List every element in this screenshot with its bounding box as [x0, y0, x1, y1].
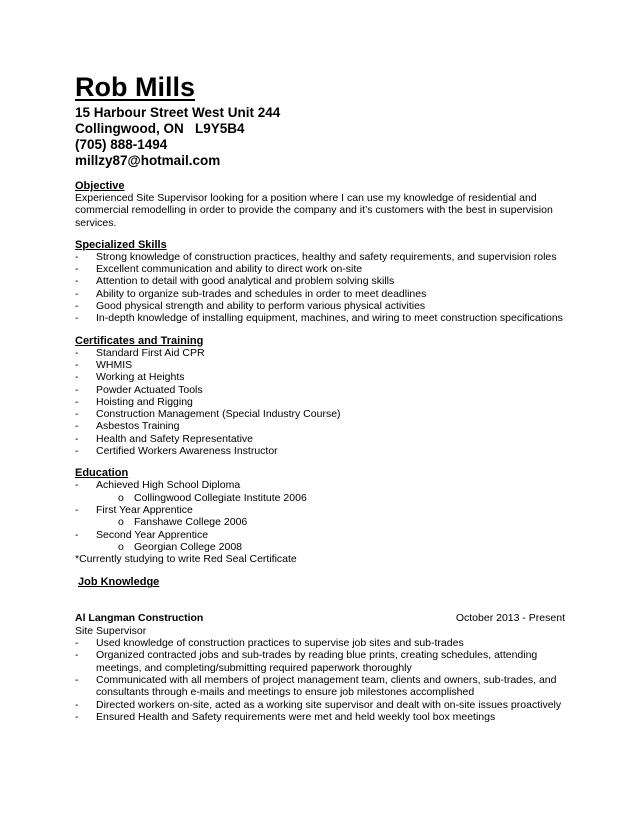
city-line: Collingwood, ON L9Y5B4 — [75, 121, 245, 136]
list-item: - Good physical strength and ability to perform various physical activities — [75, 300, 426, 313]
list-item: - Certified Workers Awareness Instructor — [75, 445, 278, 458]
list-item: o Georgian College 2008 — [118, 540, 242, 553]
education-list — [75, 479, 565, 491]
resume-page — [75, 72, 565, 723]
job-header — [75, 612, 565, 624]
skills-heading: Specialized Skills — [75, 238, 167, 251]
list-item: - Strong knowledge of construction practices, healthy and safety requirements, and supervision roles — [75, 250, 557, 263]
education-note: *Currently studying to write Red Seal Certificate — [75, 553, 297, 566]
job-employer: Al Langman Construction — [75, 612, 204, 625]
resume-header — [75, 72, 565, 169]
job-title: Site Supervisor — [75, 624, 147, 637]
education-sublist — [75, 492, 565, 504]
certificates-list — [75, 347, 565, 458]
list-item: - Hoisting and Rigging — [75, 395, 193, 408]
list-item: - Achieved High School Diploma — [75, 479, 241, 492]
certificates-heading: Certificates and Training — [75, 334, 204, 347]
objective-section — [75, 180, 565, 229]
list-item: - First Year Apprentice — [75, 503, 193, 516]
job-knowledge-heading: Job Knowledge — [78, 576, 160, 589]
list-item: - Organized contracted jobs and sub-trades by reading blue prints, creating schedules, attending meetings, and completing/submitting required paperwork thoroughly — [75, 649, 538, 674]
list-item: - Powder Actuated Tools — [75, 383, 203, 396]
list-item: - WHMIS — [75, 358, 133, 371]
applicant-name: Rob Mills — [75, 72, 195, 102]
skills-section — [75, 239, 565, 325]
address-line: 15 Harbour Street West Unit 244 — [75, 105, 281, 120]
list-item: - Excellent communication and ability to direct work on-site — [75, 263, 363, 276]
list-item: - Standard First Aid CPR — [75, 346, 205, 359]
list-item: - Health and Safety Representative — [75, 432, 254, 445]
phone-line: (705) 888-1494 — [75, 137, 168, 152]
list-item: - Second Year Apprentice — [75, 528, 209, 541]
education-section — [75, 467, 565, 565]
list-item: - In-depth knowledge of installing equipment, machines, and wiring to meet construction specifications — [75, 312, 563, 325]
skills-list — [75, 251, 565, 325]
job-duties-list — [75, 637, 565, 723]
email-line: millzy87@hotmail.com — [75, 153, 221, 168]
list-item: - Working at Heights — [75, 371, 185, 384]
certificates-section — [75, 335, 565, 458]
list-item: o Fanshawe College 2006 — [118, 516, 248, 529]
list-item: - Communicated with all members of project management team, clients and owners, sub-trades, and consultants through e-mails and meetings to ensure job milestones accomplished — [75, 673, 557, 699]
job-knowledge-section — [75, 576, 565, 723]
objective-heading: Objective — [75, 180, 125, 192]
objective-text: Experienced Site Supervisor looking for a position where I can use my knowledge of residential and commercial remodelling in order to provide the company and it’s customers with the best in supervision services. — [75, 192, 553, 229]
list-item: - Directed workers on-site, acted as a working site supervisor and dealt with on-site issues proactively — [75, 698, 562, 711]
list-item: - Ability to organize sub-trades and schedules in order to meet deadlines — [75, 287, 427, 300]
list-item: - Ensured Health and Safety requirements were met and held weekly tool box meetings — [75, 710, 496, 723]
list-item: - Used knowledge of construction practices to supervise job sites and sub-trades — [75, 637, 464, 650]
list-item: - Asbestos Training — [75, 420, 180, 433]
education-heading: Education — [75, 467, 129, 480]
job-dates: October 2013 - Present — [455, 612, 565, 625]
list-item: - Attention to detail with good analytical and problem solving skills — [75, 275, 395, 288]
list-item: o Collingwood Collegiate Institute 2006 — [118, 491, 307, 504]
list-item: - Construction Management (Special Industry Course) — [75, 408, 341, 421]
